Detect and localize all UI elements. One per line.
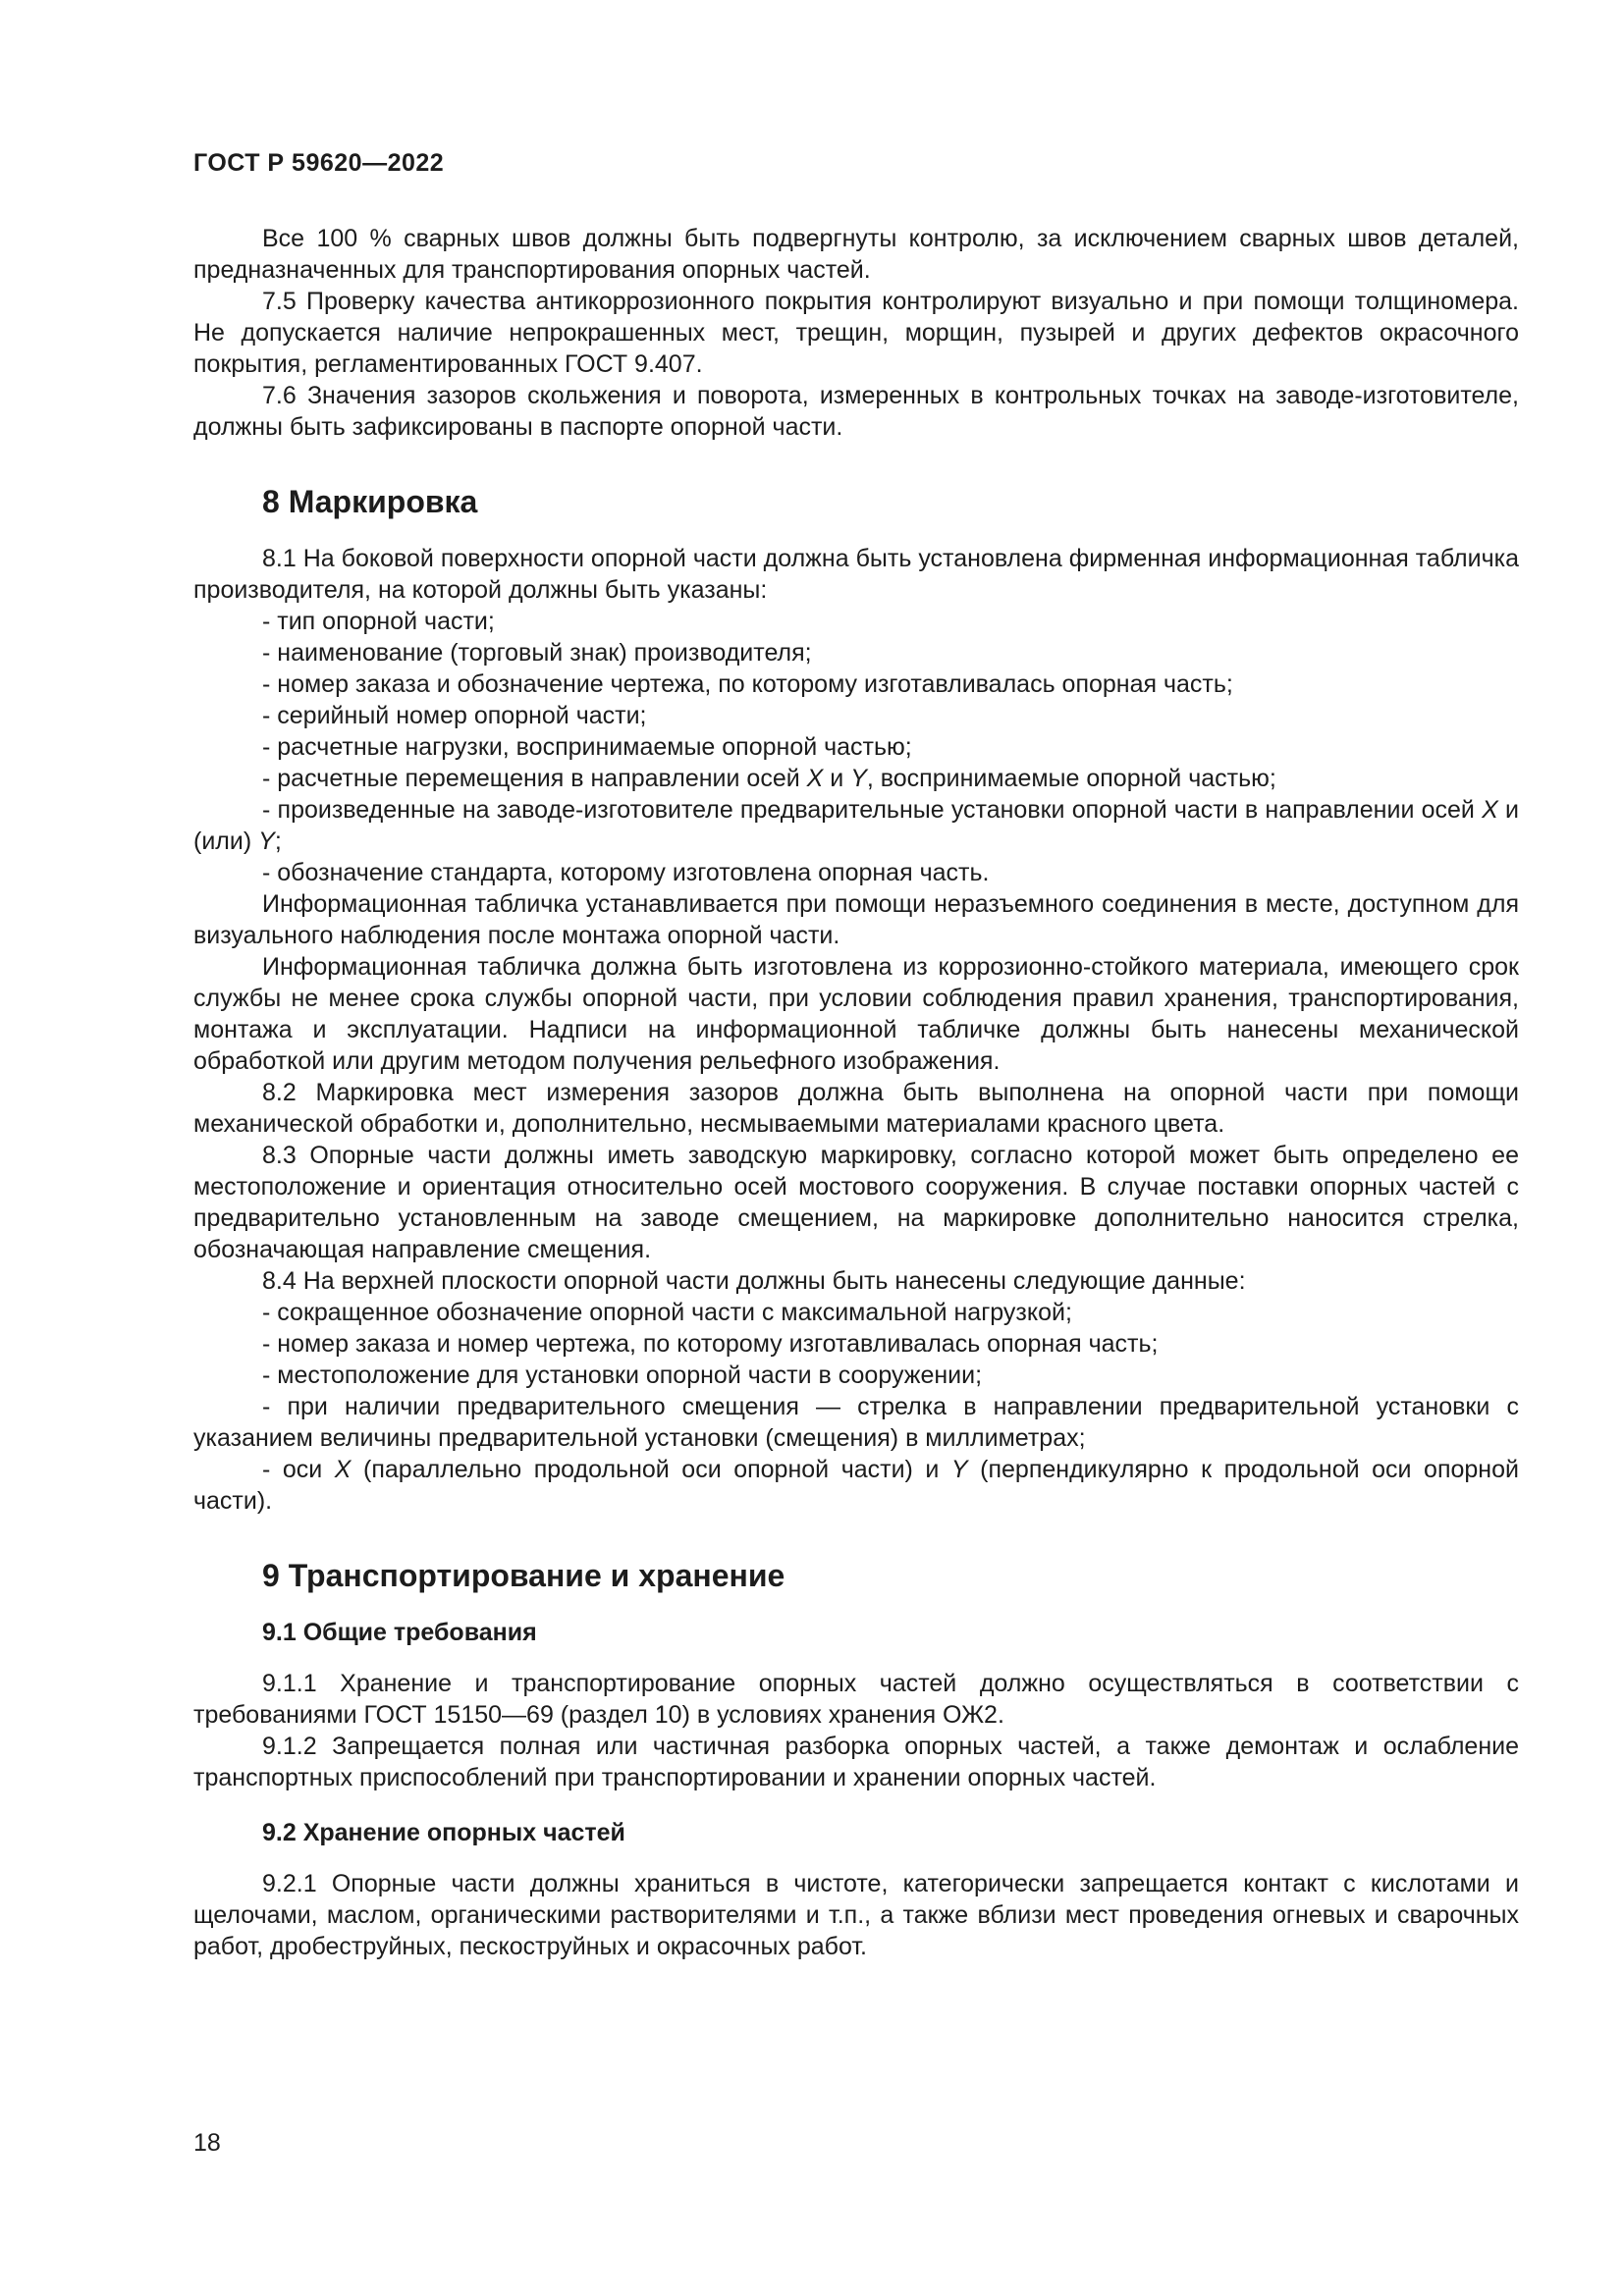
paragraph-9-1-1: 9.1.1 Хранение и транспортирование опорных частей должно осуществляться в соответствии с требованиями ГОСТ 15150—69 (раздел 10) в условиях хранения ОЖ2.: [193, 1670, 1519, 1729]
axis-x: X: [334, 1456, 352, 1483]
paragraph: Информационная табличка устанавливается при помощи неразъемного соединения в месте, доступном для визуального наблюдения после монтажа опорной части.: [193, 890, 1519, 949]
list-item: - номер заказа и номер чертежа, по которому изготавливалась опорная часть;: [262, 1330, 1159, 1358]
paragraph-8-2: 8.2 Маркировка мест измерения зазоров должна быть выполнена на опорной части при помощи механической обработки и, дополнительно, несмываемыми материалами красного цвета.: [193, 1079, 1519, 1138]
document-code: ГОСТ Р 59620—2022: [193, 149, 445, 177]
list-item: [193, 1454, 1519, 1517]
text-span: (параллельно продольной оси опорной части) и: [351, 1456, 951, 1483]
text-span: и: [823, 765, 851, 792]
paragraph-8-4: 8.4 На верхней плоскости опорной части должны быть нанесены следующие данные:: [262, 1267, 1246, 1295]
list-item: - наименование (торговый знак) производителя;: [262, 639, 812, 667]
paragraph-9-2-1: 9.2.1 Опорные части должны храниться в чистоте, категорически запрещается контакт с кислотами и щелочами, маслом, органическими растворителями и т.п., а также вблизи мест проведения огневых и сварочных работ, дробеструйных, пескоструйных и окрасочных работ.: [193, 1870, 1519, 1960]
paragraph-8-3: 8.3 Опорные части должны иметь заводскую маркировку, согласно которой может быть определено ее местоположение и ориентация относительно осей мостового сооружения. В случае поставки опорных частей с предварительно установленным на заводе смещением, на маркировке дополнительно наносится стрелка, обозначающая направление смещения.: [193, 1142, 1519, 1263]
text-span: - произведенные на заводе-изготовителе предварительные установки опорной части в направлении осей: [262, 796, 1483, 824]
paragraph: Все 100 % сварных швов должны быть подвергнуты контролю, за исключением сварных швов деталей, предназначенных для транспортирования опорных частей.: [193, 225, 1519, 284]
paragraph-7-5: 7.5 Проверку качества антикоррозионного покрытия контролируют визуально и при помощи толщиномера. Не допускается наличие непрокрашенных мест, трещин, морщин, пузырей и других дефектов окрасочного покрытия, регламентированных ГОСТ 9.407.: [193, 288, 1519, 378]
subsection-9-1-heading: 9.1 Общие требования: [262, 1619, 537, 1646]
axis-y: Y: [950, 1456, 968, 1483]
paragraph-8-1: 8.1 На боковой поверхности опорной части должна быть установлена фирменная информационная табличка производителя, на которой должны быть указаны:: [193, 545, 1519, 604]
text-span: - оси: [262, 1456, 335, 1483]
section-8-heading: 8 Маркировка: [262, 484, 478, 519]
axis-y: Y: [258, 828, 275, 855]
paragraph: Информационная табличка должна быть изготовлена из коррозионно-стойкого материала, имеющего срок службы не менее срока службы опорной части, при условии соблюдения правил хранения, транспортирования, монтажа и эксплуатации. Надписи на информационной табличке должны быть нанесены механической обработкой или другим методом получения рельефного изображения.: [193, 953, 1519, 1075]
list-item: - расчетные нагрузки, воспринимаемые опорной частью;: [262, 733, 912, 761]
list-item: - при наличии предварительного смещения — стрелка в направлении предварительной установки с указанием величины предварительной установки (смещения) в миллиметрах;: [193, 1393, 1519, 1452]
axis-x: X: [1482, 796, 1498, 824]
page-number: 18: [193, 2129, 221, 2157]
section-9-heading: 9 Транспортирование и хранение: [262, 1558, 785, 1593]
list-item: - тип опорной части;: [262, 608, 495, 635]
list-item: [193, 794, 1519, 857]
list-item: - серийный номер опорной части;: [262, 702, 647, 729]
text-span: ;: [274, 828, 282, 855]
list-item: - номер заказа и обозначение чертежа, по которому изготавливалась опорная часть;: [262, 670, 1233, 698]
axis-y: Y: [850, 765, 867, 792]
list-item: [193, 763, 1519, 794]
list-item: - сокращенное обозначение опорной части с максимальной нагрузкой;: [262, 1299, 1072, 1326]
subsection-9-2-heading: 9.2 Хранение опорных частей: [262, 1819, 625, 1846]
text-span: и (или): [193, 796, 1519, 855]
list-item: - местоположение для установки опорной части в сооружении;: [262, 1362, 983, 1389]
text-span: - расчетные перемещения в направлении осей: [262, 765, 807, 792]
paragraph-9-1-2: 9.1.2 Запрещается полная или частичная разборка опорных частей, а также демонтаж и ослабление транспортных приспособлений при транспортировании и хранении опорных частей.: [193, 1733, 1519, 1791]
text-span: , воспринимаемые опорной частью;: [866, 765, 1276, 792]
list-item: - обозначение стандарта, которому изготовлена опорная часть.: [262, 859, 990, 886]
axis-x: X: [806, 765, 824, 792]
paragraph-7-6: 7.6 Значения зазоров скольжения и поворота, измеренных в контрольных точках на заводе-изготовителе, должны быть зафиксированы в паспорте опорной части.: [193, 382, 1519, 441]
text-span: (перпендикулярно к продольной оси опорной части).: [193, 1456, 1519, 1515]
page-body: [193, 223, 1519, 1962]
